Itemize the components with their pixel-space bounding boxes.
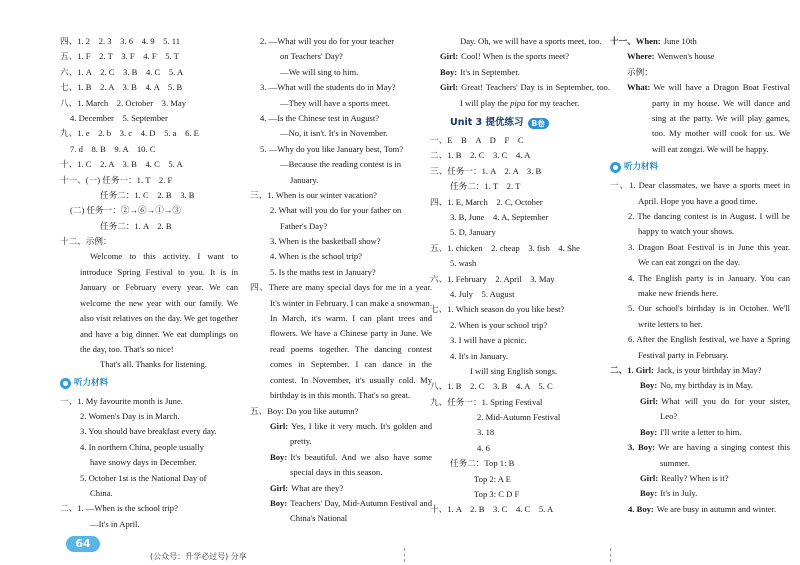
label: What: <box>627 82 651 93</box>
fold-line <box>404 548 405 562</box>
speaker: Girl: <box>640 472 659 483</box>
unit-header <box>450 115 610 131</box>
dialog-line <box>430 49 610 64</box>
script-line: —No, it isn't. It's in November. <box>280 128 388 139</box>
answer-line: 四、1. E, March 2. C, October <box>430 196 543 207</box>
script-line: 一、1. My favourite month is June. <box>60 395 183 406</box>
speaker: Girl: <box>440 82 459 93</box>
listening-title: 听力材料 <box>74 377 109 388</box>
listening-header <box>610 160 790 175</box>
script-item: 一、1. Dear classmates, we have a sports meet in April. Hope you have a good time. <box>610 180 790 206</box>
unit-title: Unit 3 提优练习 <box>450 117 524 129</box>
speech: Great! Teachers' Day is in September, too. I will play the <box>460 82 610 108</box>
answer-line: 八、1. March 2. October 3. May <box>60 97 187 108</box>
speech: Really? When is it? <box>661 472 729 483</box>
script-line: 3. When is the basketball show? <box>270 236 381 247</box>
dialog-line: Day. Oh, we will have a sports meet, too. <box>460 36 602 46</box>
script-line: 3. You should have breakfast every day. <box>80 426 217 437</box>
speech: It's in July. <box>660 488 698 499</box>
script-line: —It's in April. <box>90 518 140 529</box>
column-2 <box>250 34 432 527</box>
script-line: 三、1. When is our winter vacation? <box>250 189 377 200</box>
speech: What are they? <box>291 482 344 493</box>
label: 十一、When: <box>610 36 661 46</box>
dialog-line <box>610 363 790 378</box>
speaker: Boy: <box>636 503 654 514</box>
answer-line: 7. d 8. B 9. A 10. C <box>70 143 156 154</box>
dialog-line <box>250 496 432 527</box>
speech: for my teacher. <box>525 97 580 108</box>
value: Wenwen's house <box>657 51 715 62</box>
script-line: 2. —What will you do for your teacher <box>260 36 395 46</box>
item-number: 4. <box>628 503 635 514</box>
speech: It's in September. <box>460 66 520 77</box>
answer-line: 六、1. A 2. C 3. B 4. C 5. A <box>60 66 184 77</box>
dialog-line <box>250 450 432 481</box>
answer-line: 2. When is your school trip? <box>450 319 548 330</box>
unit-badge: B卷 <box>528 118 549 129</box>
speaker: Boy: <box>637 442 656 453</box>
speaker: Boy: <box>270 497 288 508</box>
script-line: —We will sing to him. <box>280 66 359 77</box>
script-line: —Because the reading contest is in <box>280 159 401 170</box>
page-number-badge: 64 <box>66 536 100 552</box>
answer-line: 任务二：1. T 2. T <box>450 181 521 192</box>
fold-line <box>610 548 611 562</box>
answer-line: 3. B, June 4. A, September <box>450 211 549 222</box>
headphones-icon <box>60 378 71 389</box>
script-line: on Teachers' Day? <box>280 51 343 62</box>
answer-line: 七、1. B 2. A 3. B 4. A 5. B <box>60 82 183 93</box>
answer-line: (二) 任务一：②→⑥→①→③ <box>70 205 181 216</box>
speech: Jack, is your birthday in May? <box>656 365 762 376</box>
dialog-line <box>610 471 790 486</box>
script-item: 4. The English party is in January. You can make new friends here. <box>628 272 790 299</box>
dialog-line <box>250 481 432 496</box>
dialog-line <box>610 440 790 471</box>
script-line: 五、Boy: Do you like autumn? <box>250 405 359 416</box>
value: We will have a Dragon Boat Festival party in my house. We will dance and sing at the party. We will play games, too. My mother will cook for us. We will eat zongzi. We will be happy. <box>652 82 790 154</box>
answer-line: 任务二：1. A 2. B <box>100 220 172 231</box>
script-line: 3. —What will the students do in May? <box>260 82 396 93</box>
script-line: January. <box>290 174 319 185</box>
answer-line: 五、1. chicken 2. cheap 3. fish 4. She <box>430 242 580 253</box>
speech-italic: pipa <box>510 97 526 108</box>
script-line: 二、1. —When is the school trip? <box>60 503 178 514</box>
answer-line: 七、1. Which season do you like best? <box>430 304 565 315</box>
answer-line: 4. It's in January. <box>450 350 509 361</box>
speech: Yes, I like it very much. It's golden and pretty. <box>290 420 432 447</box>
script-line: 5. —Why do you like January best, Tom? <box>260 143 404 154</box>
answer-line: 十一、(一) 任务一：1. T 2. F <box>60 174 173 185</box>
answer-line: 3. 18 <box>477 427 495 438</box>
speech: No, my birthday is in May. <box>660 380 753 391</box>
plan-what <box>610 80 790 157</box>
speaker: Boy: <box>640 380 658 391</box>
value: June 10th <box>663 36 697 46</box>
label: Where: <box>627 51 655 62</box>
script-item: 2. The dancing contest is in August. I will be happy to watch your shows. <box>628 211 790 237</box>
sample-essay-end: That's all. Thanks for listening. <box>100 359 207 370</box>
answer-line: 任务二：1. C 2. B 3. B <box>100 189 195 200</box>
speaker: Girl: <box>270 482 289 493</box>
dialog-line <box>610 394 790 425</box>
answer-line: 2. Mid-Autumn Festival <box>477 412 561 423</box>
answer-line: Top 2: A E <box>474 473 511 484</box>
answer-line: 任务二：Top 1: B <box>450 458 515 469</box>
plan-where <box>610 49 790 64</box>
answer-line: 二、1. B 2. C 3. C 4. A <box>430 150 531 161</box>
answer-line: 4. July 5. August <box>450 288 515 299</box>
headphones-icon <box>610 162 621 173</box>
dialog-line <box>250 419 432 450</box>
listening-title: 听力材料 <box>624 162 659 172</box>
script-line: 5. Is the maths test in January? <box>270 266 376 277</box>
answer-line: 4. 6 <box>477 442 490 453</box>
dialog-line <box>610 378 790 393</box>
speaker: Girl: <box>640 395 659 406</box>
answer-line: 五、1. F 2. T 3. F 4. F 5. T <box>60 51 179 62</box>
speaker: Boy: <box>640 488 658 499</box>
footer-note: (公众号：升学必过号) 分享 <box>150 552 247 561</box>
passage: 四、There are many special days for me in a year. It's winter in February. I can make a snowman. In March, it's warm. I can plant trees and flowers. We have a Chinese party in June. We read poems together. The dancing contest comes in September. I can dance in the contest. In November, it's usually cold. My birthday is in this month. That's so great. <box>250 282 432 401</box>
speaker: Boy: <box>440 66 458 77</box>
speaker: Boy: <box>270 451 288 462</box>
speaker: 二、1. Girl: <box>610 365 654 376</box>
speech: It's beautiful. And we also have some special days in this season. <box>290 451 432 478</box>
answer-line: 5. wash <box>450 258 477 269</box>
script-item: 3. Dragon Boat Festival is in June this year. We can eat zongzi on the day. <box>628 241 790 268</box>
speech: What will you do for your sister, Leo? <box>660 395 790 422</box>
script-line: have snowy days in December. <box>90 457 197 468</box>
answer-line: 十、1. C 2. A 3. B 4. C 5. A <box>60 159 183 170</box>
answer-line: 九、任务一：1. Spring Festival <box>430 396 543 407</box>
column-3 <box>430 34 610 518</box>
answer-line: Top 3: C D F <box>474 489 520 500</box>
dialog-line <box>610 425 790 440</box>
answer-line: 九、1. e 2. b 3. c 4. D 5. a 6. E <box>60 128 199 139</box>
answer-line: 八、1. B 2. C 3. B 4. A 5. C <box>430 381 553 392</box>
dialog-line <box>610 502 790 517</box>
script-item: 5. Our school's birthday is in October. We'll write letters to her. <box>628 303 790 329</box>
sample-essay: Welcome to this activity. I want to introduce Spring Festival to you. It is in January or February every year. We can welcome the new year with our family. We also visit relatives on the day. We get together and have a big dinner. We eat dumplings on the day, too. That's so nice! <box>80 251 238 354</box>
column-4 <box>610 34 790 517</box>
speaker: Girl: <box>440 51 459 62</box>
listening-header <box>60 376 238 391</box>
script-line: 5. October 1st is the National Day of <box>80 472 207 483</box>
script-line: 2. Women's Day is in March. <box>80 411 180 422</box>
dialog-line <box>430 80 610 111</box>
dialog-line <box>610 486 790 501</box>
answer-line: 十二、示例： <box>60 236 112 247</box>
script-line: 4. When is the school trip? <box>270 251 362 262</box>
answer-line: 一、E B A D F C <box>430 135 524 146</box>
answer-line: 3. I will have a picnic. <box>450 335 527 346</box>
plan-when <box>610 34 790 49</box>
dialog-line <box>430 65 610 80</box>
example-label: 示例： <box>627 66 653 77</box>
answer-line: 四、1. 2 2. 3 3. 6 4. 9 5. 11 <box>60 36 180 46</box>
script-item: 6. After the English festival, we have a Spring Festival party in February. <box>628 334 790 360</box>
script-line: —They will have a sports meet. <box>280 97 390 108</box>
answer-line: 4. December 5. September <box>70 112 168 123</box>
answer-line: 六、1. February 2. April 3. May <box>430 273 555 284</box>
item-number: 3. <box>628 442 635 453</box>
answer-line: 十、1. A 2. B 3. C 4. C 5. A <box>430 504 554 515</box>
answer-line: I will sing English songs. <box>470 365 558 376</box>
column-1 <box>60 34 238 532</box>
script-line: Father's Day? <box>280 220 328 231</box>
script-line: 4. In northern China, people usually <box>80 441 204 452</box>
speaker: Boy: <box>640 426 658 437</box>
script-line: China. <box>90 488 113 499</box>
speaker: Girl: <box>270 420 289 431</box>
answer-line: 5. D, January <box>450 227 496 238</box>
speech: We are having a singing contest this summer. <box>658 442 790 468</box>
script-line: 2. What will you do for your father on <box>270 205 402 216</box>
speech: We are busy in autumn and winter. <box>656 503 777 514</box>
answer-line: 三、任务一：1. A 2. A 3. B <box>430 165 542 176</box>
script-line: 4. —Is the Chinese test in August? <box>260 112 380 123</box>
speech: Teachers' Day, Mid-Autumn Festival and China's National <box>290 497 432 524</box>
speech: Cool! When is the sports meet? <box>461 51 570 62</box>
speech: I'll write a letter to him. <box>660 426 742 437</box>
